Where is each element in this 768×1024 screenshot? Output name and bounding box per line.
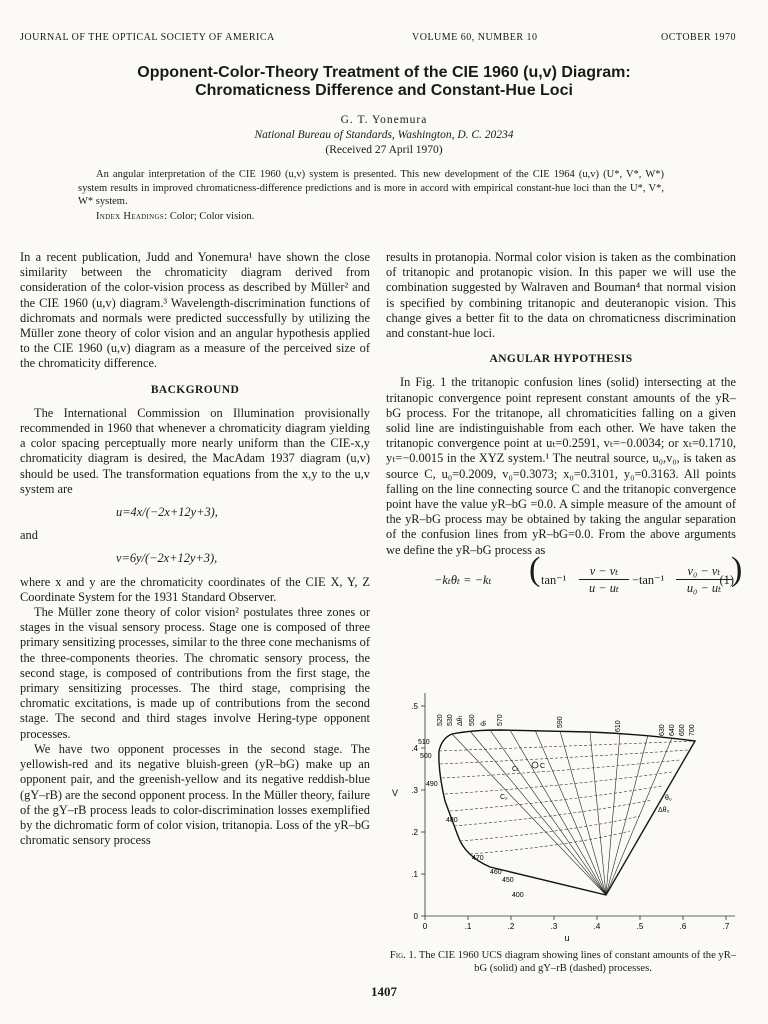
y-ticks [411, 702, 425, 921]
x-tick-label: 0 [422, 922, 428, 931]
svg-text:450: 450 [502, 877, 514, 884]
caption-label: Fig. 1. [389, 950, 417, 961]
eq1-minus-tan: −tan⁻¹ [632, 572, 665, 587]
author-affiliation: National Bureau of Standards, Washington, D. C. 20234 [254, 129, 514, 141]
opponent-process-paragraph: We have two opponent processes in the second stage. The yellowish-red and its negative bluish-green (yR–bG) make up an opponent pair, and the greenish-yellow and its negative reddish-blue (gY–rB) are the second opponent process. In the Müller theory, failure of the gY–rB process leads to color-discrimination losses exemplified by the dichromatic form of color vision, tritanopia. Loss of the yR–bG chromatic sensory process [20, 741, 370, 848]
svg-text:520: 520 [437, 714, 444, 726]
y-tick-label: .5 [411, 702, 418, 711]
equation-u: u=4x/(−2x+12y+3), [116, 505, 218, 520]
svg-text:460: 460 [490, 869, 502, 876]
title-line-2: Chromaticness Difference and Constant-Hue Loci [195, 82, 573, 99]
eq1-number: (1) [719, 572, 734, 587]
index-label: Index Headings: [96, 211, 168, 222]
volume-number: VOLUME 60, NUMBER 10 [412, 32, 538, 43]
x-tick-label: .3 [550, 922, 558, 931]
eq1-numerator-2: v₀ − vₜ [676, 564, 732, 580]
journal-name: JOURNAL OF THE OPTICAL SOCIETY OF AMERICA [20, 32, 275, 43]
svg-text:640: 640 [669, 724, 676, 736]
angle-label-theta0: θ₀ [665, 795, 672, 802]
intro-paragraph: In a recent publication, Judd and Yonemura¹ have shown the close similarity between the chromaticity diagram derived from consideration of the color-vision process as described by Müller² and the CIE 1960 (u,v) diagram.³ Wavelength-discrimination functions of dichromats and normals were predicted successfully by utilizing the Müller zone theory of color vision and an angular hypothesis applied to the CIE 1960 (u,v) diagram as a measure of the perceived size of the chromaticity difference. [20, 250, 370, 371]
angle-label-delta-theta0: Δθ₀ [658, 807, 670, 814]
x-tick-label: .1 [464, 922, 472, 931]
svg-text:480: 480 [446, 817, 458, 824]
eq1-open-paren: ( [529, 550, 541, 588]
equation-1 [386, 550, 743, 598]
svg-text:650: 650 [679, 724, 686, 736]
eq1-lhs: −kₜθₜ = −kₜ [434, 572, 492, 587]
x-tick-label: .2 [507, 922, 515, 931]
running-header [20, 32, 736, 46]
eq1-denominator-1: u − uₜ [588, 580, 619, 595]
index-terms: Color; Color vision. [169, 211, 255, 222]
svg-text:530: 530 [447, 714, 454, 726]
eq1-numerator-1: v − vₜ [579, 564, 629, 580]
svg-text:490: 490 [426, 781, 438, 788]
y-tick-label: .1 [411, 870, 418, 879]
author-block [100, 113, 668, 158]
received-date: (Received 27 April 1970) [325, 144, 443, 156]
coordinates-paragraph: where x and y are the chromaticity coordinates of the CIE X, Y, Z Coordinate System for the 1931 Standard Observer. [20, 574, 370, 604]
x-tick-label: .7 [722, 922, 730, 931]
abstract: An angular interpretation of the CIE 1960 (u,v) system is presented. This new development of the CIE 1964 (u,v) (U*, V*, W*) system results in improved chromaticness-difference predictions and is more in accord with empirical constant-hue loci than the U*, V*, W* system. [78, 169, 664, 208]
eq1-close-paren: ) [731, 550, 743, 588]
author-name: G. T. Yonemura [340, 114, 428, 126]
equation-v: v=6y/(−2x+12y+3), [116, 551, 218, 566]
y-tick-label: .4 [411, 744, 418, 753]
point-label-c2: C₂ [500, 794, 508, 801]
point-label-ct: Cₜ [512, 766, 520, 773]
y-tick-label: 0 [413, 912, 418, 921]
right-column [386, 250, 743, 604]
issue-date: OCTOBER 1970 [661, 32, 736, 43]
svg-text:550: 550 [469, 714, 476, 726]
eq1-denominator-2: u₀ − uₜ [686, 580, 722, 595]
wavelength-labels-left [418, 739, 524, 899]
svg-text:θₜ: θₜ [481, 720, 488, 726]
y-axis-label: V [392, 788, 399, 798]
figure-1-ucs-diagram [390, 686, 740, 944]
caption-text: The CIE 1960 UCS diagram showing lines of constant amounts of the yR–bG (solid) and gY–rB (dashed) processes. [418, 950, 737, 974]
y-tick-label: .3 [411, 786, 418, 795]
protanopia-paragraph: results in protanopia. Normal color vision is taken as the combination of tritanopic and protanopic vision. In this paper we will use the combination suggested by Walraven and Bouman⁴ that normal vision is specified by combining tritanopic and deuteranopic vision. This change gives a better fit to the data on chromaticness discrimination and constant-hue loci. [386, 250, 736, 341]
svg-text:630: 630 [659, 724, 666, 736]
figure-1-caption [388, 950, 738, 975]
svg-text:400: 400 [512, 892, 524, 899]
x-tick-label: .6 [679, 922, 687, 931]
wavelength-labels-top [437, 714, 696, 736]
and-text: and [20, 528, 38, 543]
gy-rb-dashed-lines [439, 741, 695, 854]
angular-paragraph: In Fig. 1 the tritanopic confusion lines (solid) intersecting at the tritanopic convergence point represent constant amounts of the yR–bG process. For the tritanope, all chromaticities falling on a given solid line are indistinguishable from each other. We have taken the tritanopic convergence point at uₜ=0.2591, vₜ=−0.0034; or xₜ=0.1710, yₜ=−0.0015 in the XYZ system.¹ The neutral source, u₀,v₀, is taken as source C, u₀=0.2009, v₀=0.3073; x₀=0.3101, y₀=0.3163. All points falling on the line connecting source C and the tritanopic convergence point have the value yR–bG =0.0. A simple measure of the amount of the yR–bG process may be obtained by taking the angular separation of the confusion lines from yR–bG=0.0. From the above arguments we define the yR–bG process as [386, 375, 736, 557]
article-title [60, 64, 708, 100]
neutral-point-c [532, 762, 538, 768]
svg-text:700: 700 [689, 724, 696, 736]
svg-text:Δθₜ: Δθₜ [457, 715, 464, 726]
background-paragraph: The International Commission on Illumination provisionally recommended in 1960 that whenever a chromaticity diagram yielding a color spacing perceptually more nearly uniform than the CIE-x,y chromaticity diagram is desired, the MacAdam 1937 diagram (u,v) should be used. The transformation equations from the x,y to the u,v system are [20, 405, 370, 496]
x-tick-label: .4 [593, 922, 601, 931]
svg-text:570: 570 [497, 714, 504, 726]
index-headings [96, 210, 254, 223]
heading-background: BACKGROUND [150, 383, 240, 396]
page-number: 1407 [371, 984, 397, 999]
x-tick-label: .5 [636, 922, 644, 931]
svg-text:610: 610 [615, 720, 622, 732]
x-axis-label: u [564, 933, 570, 943]
svg-text:510: 510 [418, 739, 430, 746]
left-column [20, 250, 370, 848]
svg-text:470: 470 [472, 855, 484, 862]
x-ticks [423, 916, 730, 931]
title-line-1: Opponent-Color-Theory Treatment of the CIE 1960 (u,v) Diagram: [137, 64, 631, 81]
svg-text:590: 590 [557, 716, 564, 728]
eq1-tan-1: tan⁻¹ [541, 572, 567, 587]
point-label-c: C [540, 763, 546, 770]
zone-theory-paragraph: The Müller zone theory of color vision² postulates three zones or stages in the visual sensory process. Stage one is composed of three primary sensitizing processes, similar to the three cone mechanisms of the three-components theories. The chromatic sensory process, the second stage, is composed of contributions from the first stage, the primary sensitizing processes. The third stage, comprising the chromatic excitations, is made up of contributions from the second stage. The second and third stages involve Hering-type opponent processes. [20, 605, 370, 741]
heading-angular-hypothesis: ANGULAR HYPOTHESIS [489, 353, 633, 366]
y-tick-label: .2 [411, 828, 418, 837]
svg-text:500: 500 [420, 753, 432, 760]
